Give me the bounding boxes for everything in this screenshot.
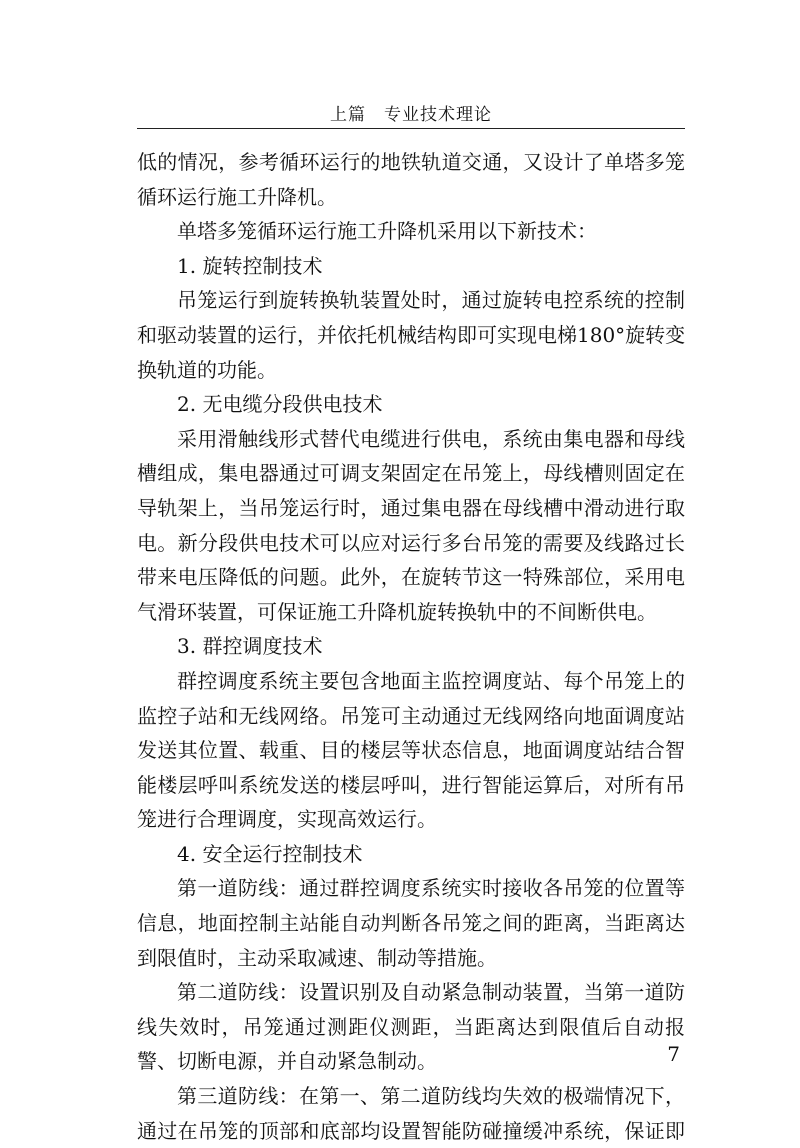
text-line: 和驱动装置的运行，并依托机械结构即可实现电梯180°旋转变 xyxy=(137,322,686,347)
text-line: 低的情况，参考循环运行的地铁轨道交通，又设计了单塔多笼 xyxy=(137,150,685,174)
text-line: 单塔多笼循环运行施工升降机采用以下新技术： xyxy=(177,219,597,244)
text-line: 第三道防线：在第一、第二道防线均失效的极端情况下， xyxy=(177,1084,685,1109)
body-text xyxy=(137,145,685,1148)
text-line: 4. 安全运行控制技术 xyxy=(177,841,363,866)
text-line: 到限值时，主动采取减速、制动等措施。 xyxy=(137,945,497,970)
running-header: 上篇 专业技术理论 xyxy=(330,105,492,125)
text-line: 第一道防线：通过群控调度系统实时接收各吊笼的位置等 xyxy=(177,876,685,901)
text-line: 采用滑触线形式替代电缆进行供电，系统由集电器和母线 xyxy=(177,426,685,451)
text-line: 吊笼运行到旋转换轨装置处时，通过旋转电控系统的控制 xyxy=(177,288,685,313)
text-line: 笼进行合理调度，实现高效运行。 xyxy=(137,807,437,832)
text-line: 2. 无电缆分段供电技术 xyxy=(177,392,383,417)
text-line: 群控调度系统主要包含地面主监控调度站、每个吊笼上的 xyxy=(177,668,685,693)
text-line: 循环运行施工升降机。 xyxy=(137,184,337,209)
text-line: 带来电压降低的问题。此外，在旋转节这一特殊部位，采用电 xyxy=(137,565,685,590)
text-line: 导轨架上，当吊笼运行时，通过集电器在母线槽中滑动进行取 xyxy=(137,495,685,520)
text-line: 通过在吊笼的顶部和底部均设置智能防碰撞缓冲系统，保证即 xyxy=(137,1118,685,1143)
text-line: 线失效时，吊笼通过测距仪测距，当距离达到限值后自动报 xyxy=(137,1014,685,1039)
text-line: 能楼层呼叫系统发送的楼层呼叫，进行智能运算后，对所有吊 xyxy=(137,772,685,797)
text-line: 监控子站和无线网络。吊笼可主动通过无线网络向地面调度站 xyxy=(137,703,685,728)
text-line: 1. 旋转控制技术 xyxy=(177,253,323,278)
text-line: 3. 群控调度技术 xyxy=(177,634,323,659)
text-line: 第二道防线：设置识别及自动紧急制动装置，当第一道防 xyxy=(177,980,685,1005)
text-line: 气滑环装置，可保证施工升降机旋转换轨中的不间断供电。 xyxy=(137,599,657,624)
text-line: 电。新分段供电技术可以应对运行多台吊笼的需要及线路过长 xyxy=(137,530,685,555)
text-line: 警、切断电源，并自动紧急制动。 xyxy=(137,1049,437,1074)
text-line: 换轨道的功能。 xyxy=(137,357,277,382)
page-number: 7 xyxy=(667,1042,680,1066)
text-line: 发送其位置、载重、目的楼层等状态信息，地面调度站结合智 xyxy=(137,738,685,763)
text-line: 槽组成，集电器通过可调支架固定在吊笼上，母线槽则固定在 xyxy=(137,461,685,486)
text-line: 信息，地面控制主站能自动判断各吊笼之间的距离，当距离达 xyxy=(137,911,685,936)
header-rule xyxy=(137,128,685,129)
